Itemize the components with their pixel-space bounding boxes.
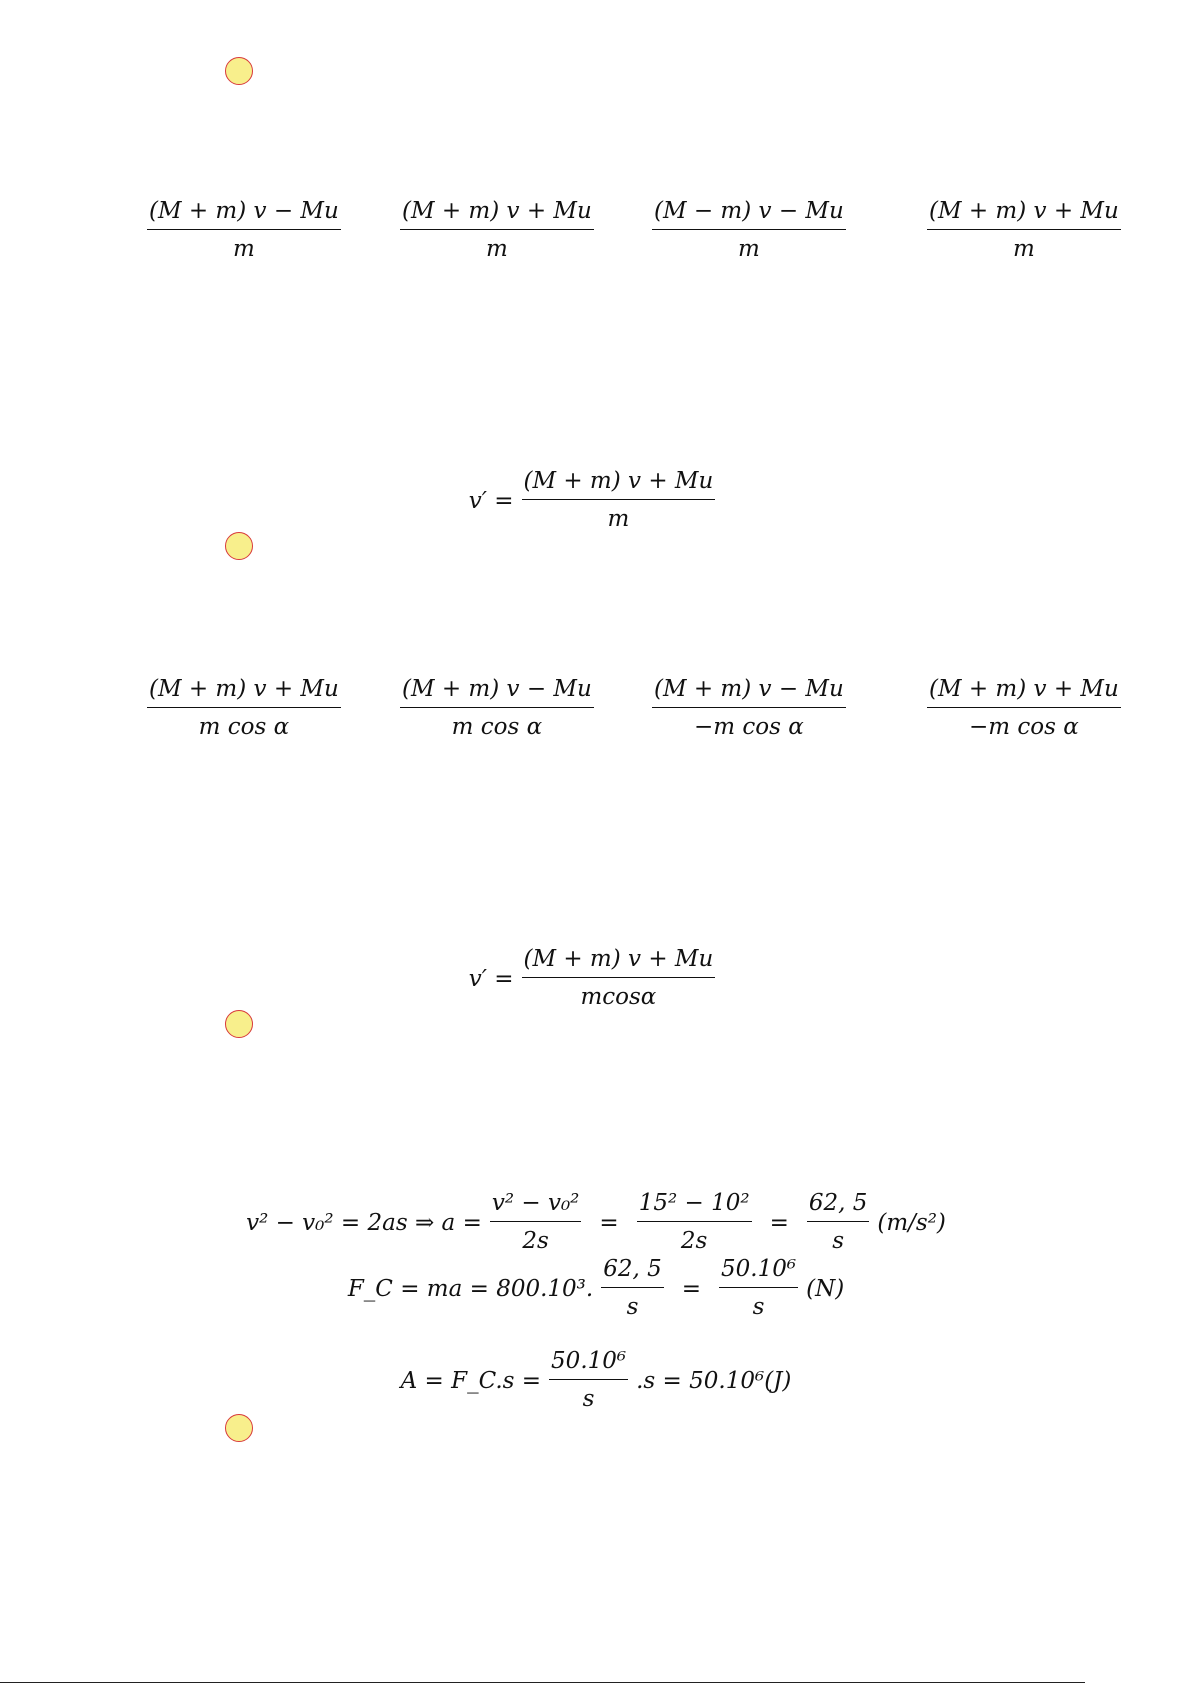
fraction-denominator: m <box>485 236 508 262</box>
fraction-numerator: 50.10⁶ <box>549 1350 628 1380</box>
fraction-numerator: 62, 5 <box>807 1192 870 1222</box>
equation-lhs: A = F_C.s = <box>400 1367 542 1394</box>
equation-rhs: .s = 50.10⁶(J) <box>636 1367 792 1394</box>
fraction-numerator: (M + m) v + Mu <box>147 678 341 708</box>
q3-solution-line-2 <box>0 1258 1192 1319</box>
fraction-denominator: m <box>1012 236 1035 262</box>
fraction-numerator: v² − v₀² <box>490 1192 582 1222</box>
equals-sign: = <box>681 1275 702 1302</box>
equation-fraction <box>490 1192 582 1253</box>
equation-lhs: v′ = <box>468 487 514 514</box>
fraction-denominator: s <box>832 1228 845 1254</box>
q1-option-a[interactable] <box>147 200 341 261</box>
q2-option-a[interactable] <box>147 678 341 739</box>
equals-sign: = <box>769 1209 789 1236</box>
equation-fraction <box>522 470 716 531</box>
equals-sign: = <box>599 1209 619 1236</box>
fraction-numerator: (M + m) v + Mu <box>522 948 716 978</box>
q3-solution-line-1 <box>0 1192 1192 1253</box>
q1-option-b[interactable] <box>400 200 594 261</box>
q1-option-c[interactable] <box>652 200 846 261</box>
q2-answer-equation <box>0 948 1192 1009</box>
fraction-denominator: m cos α <box>451 714 543 740</box>
unit-label: (m/s²) <box>877 1209 946 1236</box>
fraction-numerator: (M + m) v + Mu <box>927 678 1121 708</box>
q3-solution-line-3 <box>0 1350 1192 1411</box>
fraction-numerator: (M + m) v + Mu <box>522 470 716 500</box>
equation-lhs: v² − v₀² = 2as ⇒ a = <box>246 1209 482 1236</box>
equation-fraction <box>637 1192 752 1253</box>
q1-options-row <box>0 200 1192 270</box>
fraction-denominator: −m cos α <box>968 714 1079 740</box>
fraction-denominator: 2s <box>680 1228 708 1254</box>
q2-option-c[interactable] <box>652 678 846 739</box>
answer-marker-1[interactable] <box>225 57 253 85</box>
q2-options-row <box>0 678 1192 748</box>
equation-lhs: v′ = <box>468 965 514 992</box>
fraction-denominator: m <box>232 236 255 262</box>
fraction-denominator: m <box>607 506 630 532</box>
equation-fraction <box>601 1258 664 1319</box>
fraction-denominator: m <box>737 236 760 262</box>
equation-lhs: F_C = ma = 800.10³. <box>347 1275 594 1302</box>
fraction-denominator: −m cos α <box>693 714 804 740</box>
answer-marker-4[interactable] <box>225 1414 253 1442</box>
fraction-numerator: (M + m) v − Mu <box>652 678 846 708</box>
fraction-numerator: (M + m) v + Mu <box>927 200 1121 230</box>
fraction-numerator: (M − m) v − Mu <box>652 200 846 230</box>
q2-option-b[interactable] <box>400 678 594 739</box>
fraction-numerator: (M + m) v + Mu <box>400 200 594 230</box>
equation-fraction <box>719 1258 798 1319</box>
answer-marker-3[interactable] <box>225 1010 253 1038</box>
fraction-numerator: 15² − 10² <box>637 1192 752 1222</box>
fraction-denominator: 2s <box>522 1228 549 1254</box>
equation-fraction <box>522 948 716 1009</box>
fraction-denominator: mcosα <box>580 984 657 1010</box>
page-footer-rule <box>0 1682 1085 1683</box>
fraction-denominator: s <box>582 1386 595 1412</box>
equation-fraction <box>807 1192 870 1253</box>
q1-option-d[interactable] <box>927 200 1121 261</box>
fraction-numerator: 50.10⁶ <box>719 1258 798 1288</box>
fraction-denominator: m cos α <box>198 714 290 740</box>
q2-option-d[interactable] <box>927 678 1121 739</box>
answer-marker-2[interactable] <box>225 532 253 560</box>
q1-answer-equation <box>0 470 1192 531</box>
fraction-numerator: 62, 5 <box>601 1258 664 1288</box>
fraction-numerator: (M + m) v − Mu <box>147 200 341 230</box>
equation-fraction <box>549 1350 628 1411</box>
fraction-denominator: s <box>752 1294 765 1320</box>
fraction-denominator: s <box>626 1294 639 1320</box>
unit-label: (N) <box>806 1275 845 1302</box>
fraction-numerator: (M + m) v − Mu <box>400 678 594 708</box>
